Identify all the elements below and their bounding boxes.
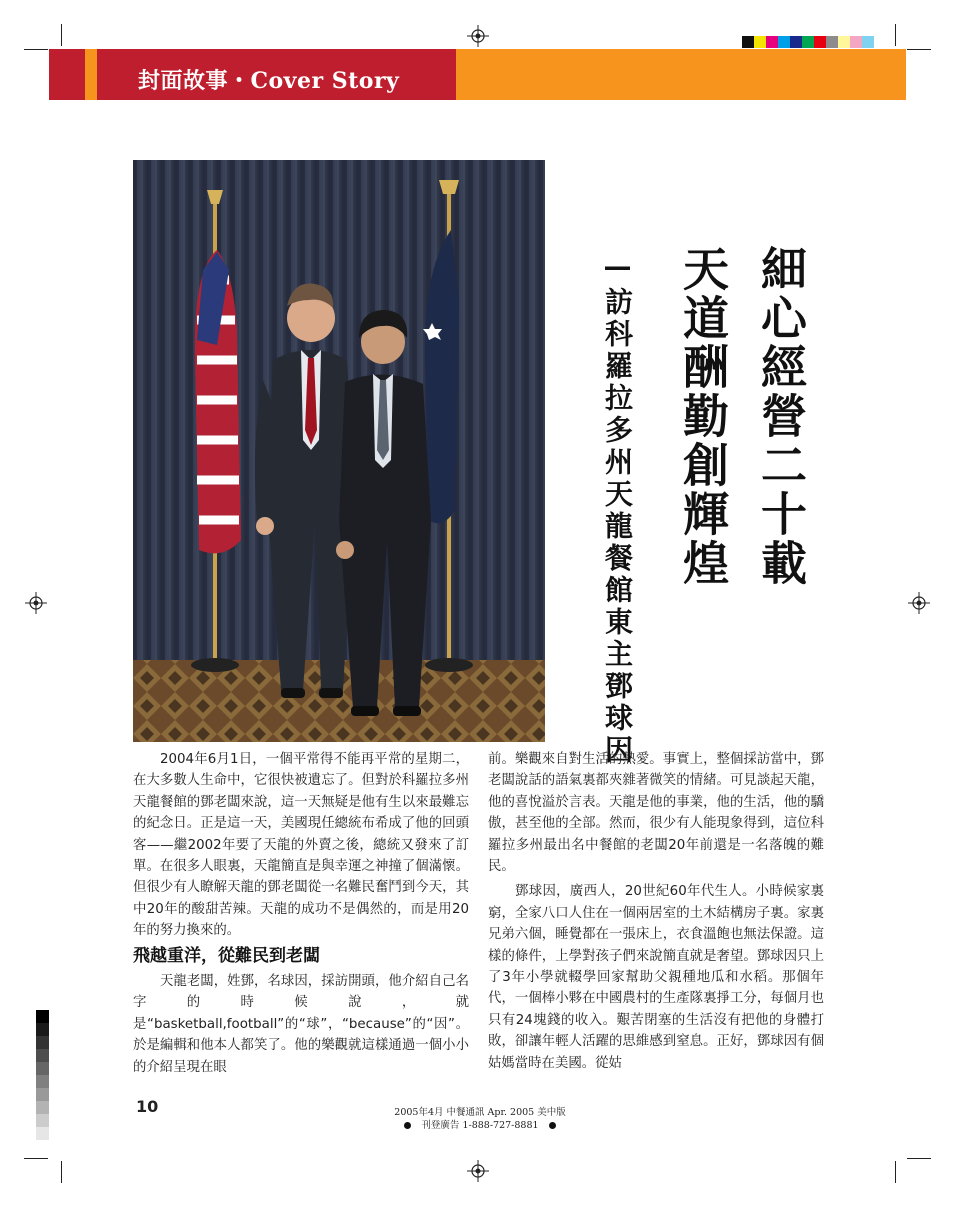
article-paragraph: 鄧球因，廣西人，20世紀60年代生人。小時候家裏窮，全家八口人住在一個兩居室的土木結構房子裏。家裏兄弟六個，睡覺都在一張床上，衣食溫飽也無法保證。這樣的條件，上學對孩子們來說簡直就是奢望。鄧球因只上了3年小學就輟學回家幫助父親種地瓜和水稻。那個年代，一個棒小夥在中國農村的生產隊裏掙工分，每個月也只有24塊錢的收入。艱苦閉塞的生活沒有把他的身體打敗，卻讓年輕人活躍的思維感到窒息。正好，鄧球因有個姑媽當時在美國。從姑	[488, 884, 824, 1071]
registration-mark-icon	[467, 1160, 489, 1182]
page-number: 10	[136, 1097, 159, 1116]
color-calibration-bar	[742, 36, 874, 48]
main-title-line-1: 細心經營二十載	[754, 245, 808, 588]
subtitle: —訪科羅拉多州天龍餐館東主鄧球因	[601, 250, 634, 767]
crop-mark	[907, 1158, 931, 1159]
registration-mark-icon	[25, 592, 47, 614]
header-accent-block	[49, 49, 85, 100]
article-paragraph: 天龍老闆，姓鄧，名球因，採訪開頭，他介紹自己名字的時候說，就是“basketball,football”的“球”，“because”的“因”。於是編輯和他本人都笑了。他的樂觀就這樣通過一個小小的介紹呈現在眼	[133, 974, 469, 1075]
crop-mark	[61, 1161, 62, 1183]
bullet-icon	[549, 1122, 556, 1129]
cover-photo	[133, 160, 545, 742]
footer	[360, 1106, 600, 1132]
registration-mark-icon	[908, 592, 930, 614]
article-paragraph: 前。樂觀來自對生活的熱愛。事實上，整個採訪當中，鄧老闆說話的語氣裏都夾雜著微笑的情緒。可見談起天龍，他的喜悅溢於言表。天龍是他的事業，他的生活，他的驕傲，甚至他的全部。然而，很少有人能現象得到，這位科羅拉多州最出名中餐館的老闆20年前還是一名落魄的難民。	[488, 752, 824, 875]
crop-mark	[895, 24, 896, 46]
crop-mark	[24, 1158, 48, 1159]
bullet-icon	[404, 1122, 411, 1129]
crop-mark	[61, 24, 62, 46]
section-title: 封面故事・Cover Story	[138, 68, 400, 94]
crop-mark	[907, 49, 931, 50]
main-title-line-2: 天道酬勤創輝煌	[676, 245, 730, 588]
grayscale-calibration-bar	[36, 1010, 49, 1140]
registration-mark-icon	[467, 25, 489, 47]
footer-advertising: 刊登廣告 1-888-727-8881	[421, 1120, 539, 1131]
crop-mark	[24, 49, 48, 50]
section-heading: 飛越重洋，從難民到老闆	[133, 945, 320, 966]
crop-mark	[895, 1161, 896, 1183]
article-paragraph: 2004年6月1日，一個平常得不能再平常的星期二，在大多數人生命中，它很快被遺忘了。但對於科羅拉多州天龍餐館的鄧老闆來說，這一天無疑是他有生以來最難忘的紀念日。正是這一天，美國現任總統布希成了他的回頭客——繼2002年要了天龍的外賣之後，總統又發來了訂單。在很多人眼裏，天龍簡直是與幸運之神撞了個滿懷。但很少有人瞭解天龍的鄧老闆從一名難民奮鬥到今天，其中20年的酸甜苦辣。天龍的成功不是偶然的，而是用20年的努力換來的。	[133, 752, 469, 939]
article-column-2	[488, 749, 824, 1078]
footer-publication: 2005年4月 中餐通訊 Apr. 2005 美中版	[394, 1107, 566, 1118]
article-column-1	[133, 749, 469, 1082]
